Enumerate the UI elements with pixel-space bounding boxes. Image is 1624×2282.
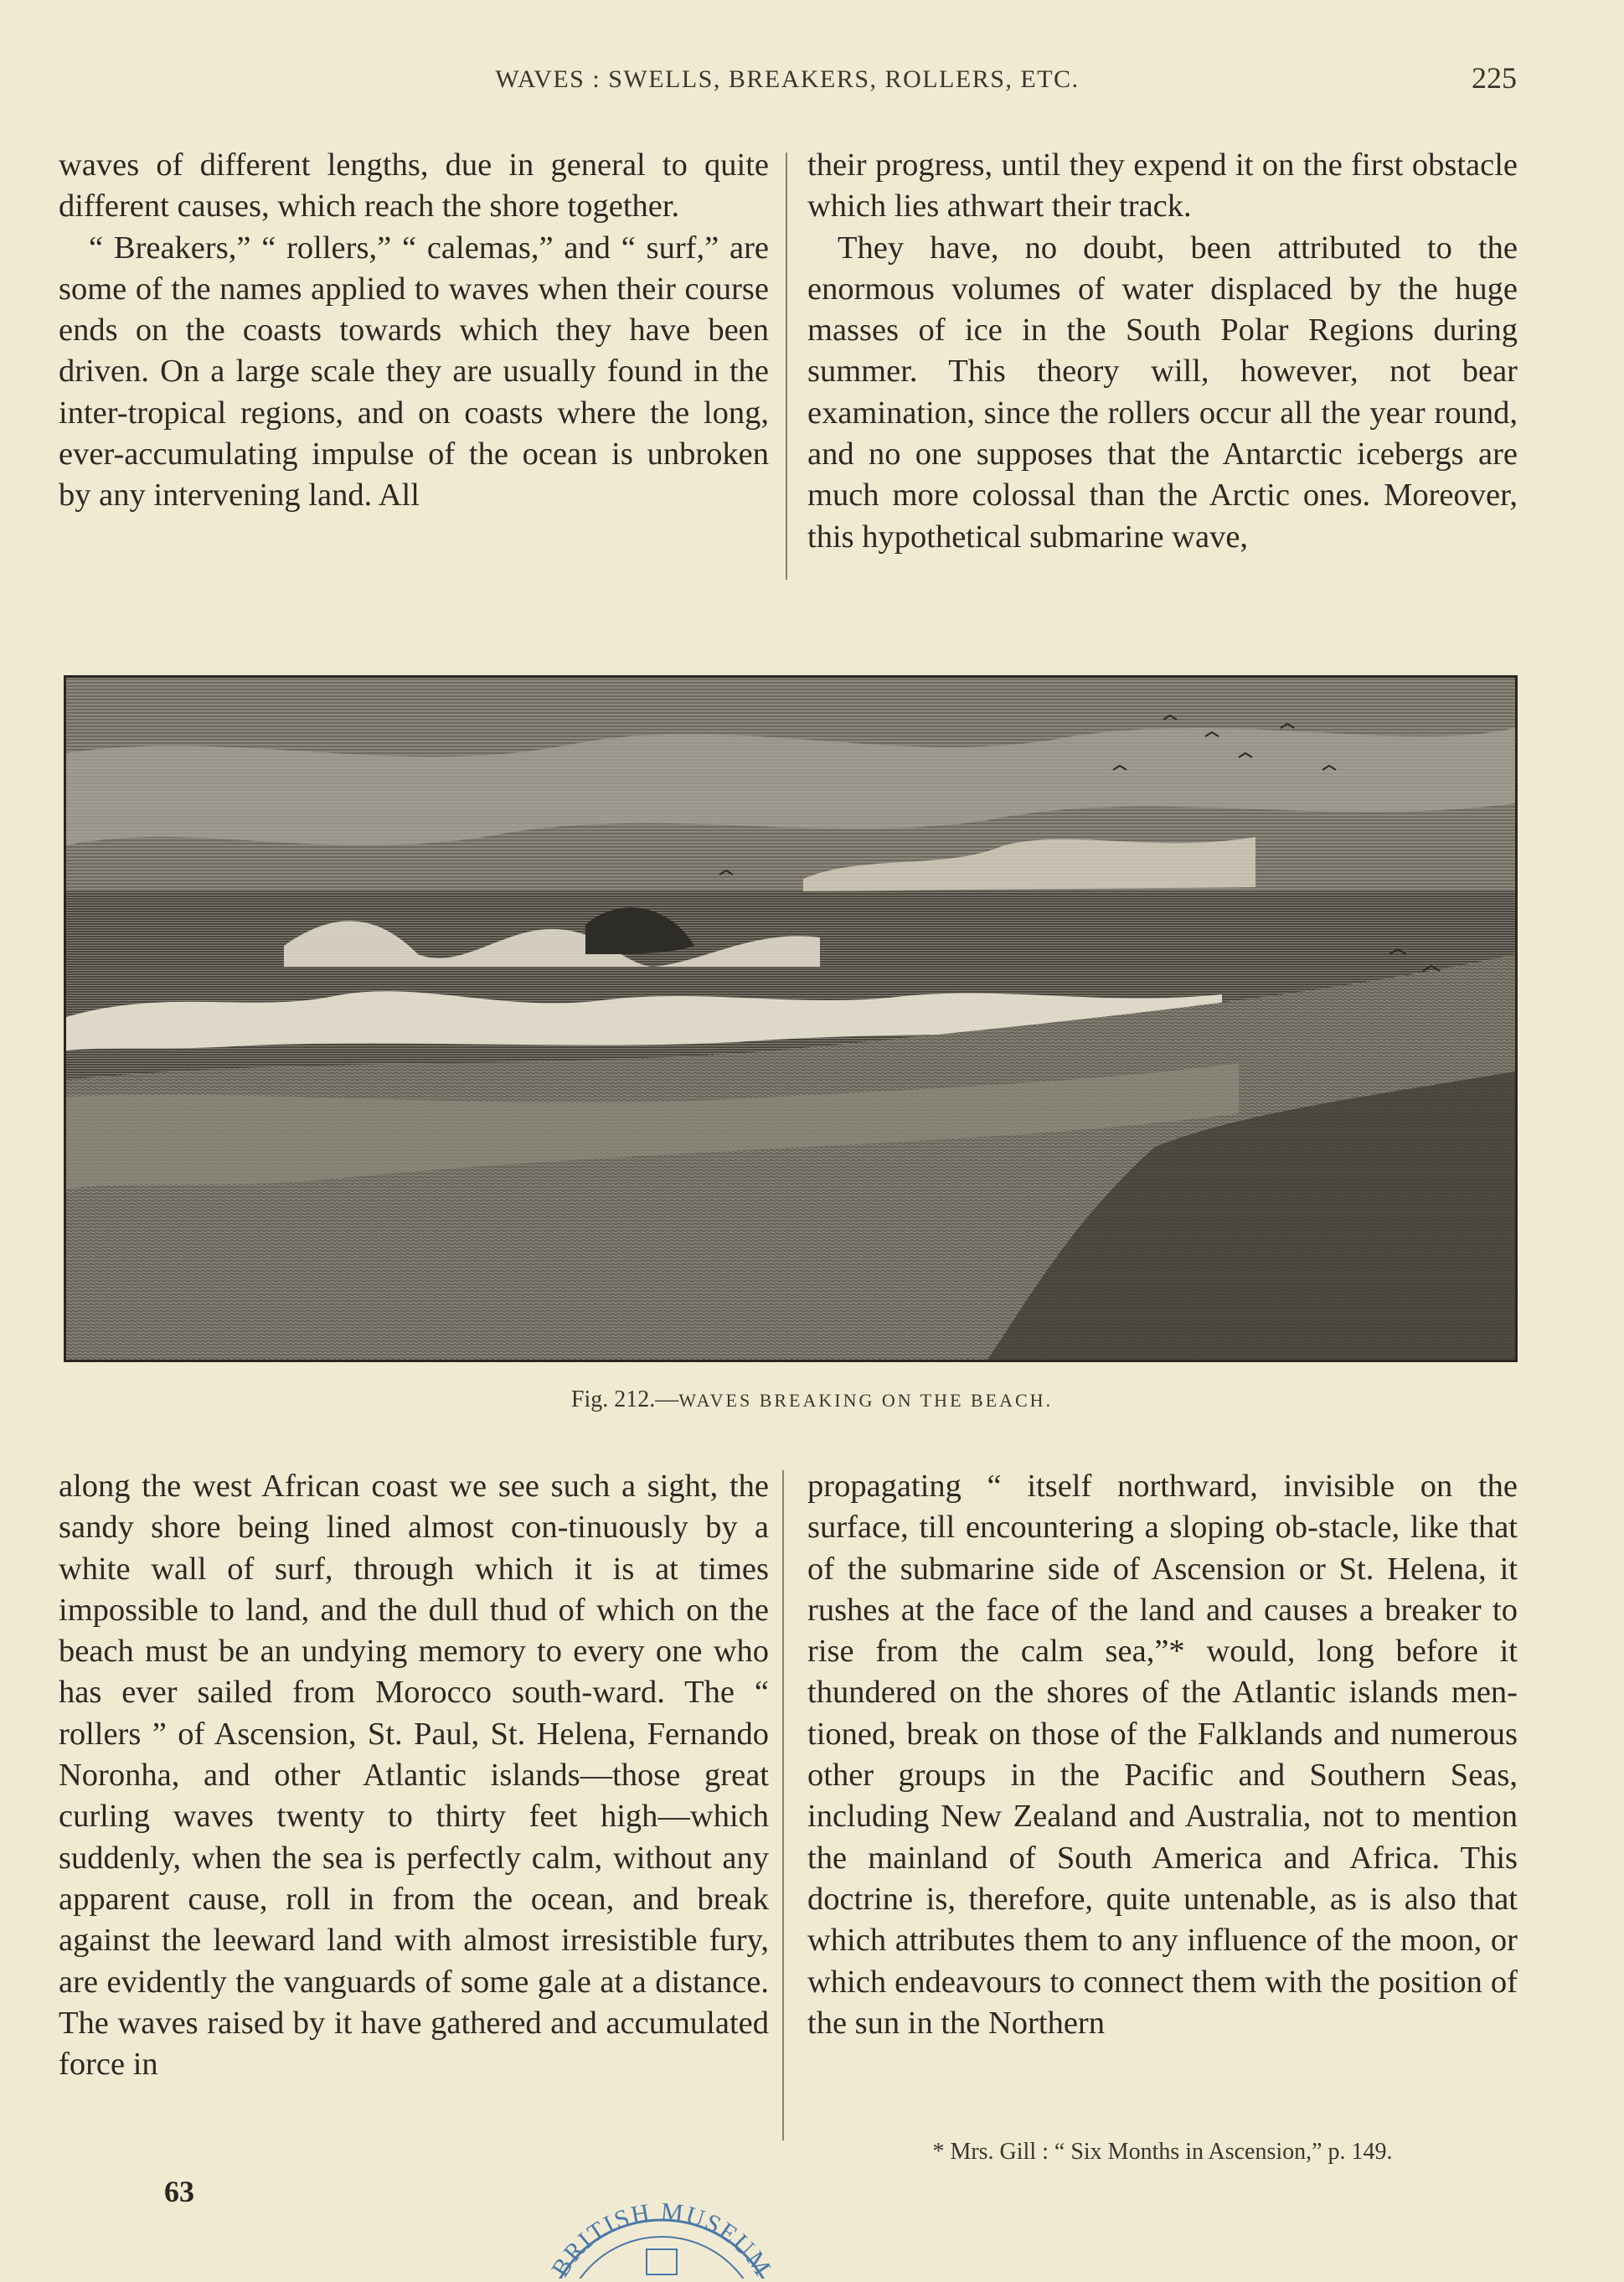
svg-text:BRITISH MUSEUM: BRITISH MUSEUM xyxy=(546,2203,777,2279)
beach-waves-illustration xyxy=(66,678,1515,1360)
figure-engraving xyxy=(64,675,1518,1362)
paragraph: their progress, until they expend it on the first obstacle which lies athwart their track. xyxy=(807,147,1518,225)
stamp-seal-icon xyxy=(536,2203,787,2279)
column-top-right xyxy=(807,145,1518,558)
column-bottom-left xyxy=(59,1466,769,2085)
column-top-left xyxy=(59,145,769,517)
figure-number: Fig. 212.— xyxy=(570,1386,679,1412)
figure-caption xyxy=(0,1386,1624,1413)
paragraph: “ Breakers,” “ rollers,” “ calemas,” and “ surf,” are some of the names applied to waves when their course ends on the coasts towards which they have been driven. On a large scale they are usually found in the inter-tropical regions, and on coasts where the long, ever-accumulating impulse of the ocean is unbroken by any intervening land. All xyxy=(59,230,769,514)
paragraph: propagating “ itself northward, invisible on the surface, till encountering a sloping ob-stacle, like that of the submarine side of Ascension or St. Helena, it rushes at the face of the land and causes a breaker to rise from the calm sea,”* would, long before it thundered on the shores of the Atlantic islands men-tioned, break on those of the Falklands and numerous other groups in the Pacific and Southern Seas, including New Zealand and Australia, not to mention the mainland of South America and Africa. This doctrine is, therefore, quite untenable, as is also that which attributes them to any influence of the moon, or which endeavours to connect them with the position of the sun in the Northern xyxy=(807,1469,1518,2041)
column-rule-top xyxy=(786,152,787,580)
paragraph: along the west African coast we see such a sight, the sandy shore being lined almost con-tinuously by a white wall of surf, through which it is at times impossible to land, and the dull thud of which on the beach must be an undying memory to every one who has ever sailed from Morocco south-ward. The “ rollers ” of Ascension, St. Paul, St. Helena, Fernando Noronha, and other Atlantic islands—those great curling waves twenty to thirty feet high—which suddenly, when the sea is perfectly calm, without any apparent cause, roll in from the ocean, and break against the leeward land with almost irresistible fury, are evidently the vanguards of some gale at a distance. The waves raised by it have gathered and accumulated force in xyxy=(59,1469,769,2083)
footnote: * Mrs. Gill : “ Six Months in Ascension,” p. 149. xyxy=(932,2139,1393,2165)
column-bottom-right xyxy=(807,1466,1518,2044)
paragraph: They have, no doubt, been attributed to the enormous volumes of water displaced by the huge masses of ice in the South Polar Regions during summer. This theory will, however, not bear examination, since the rollers occur all the year round, and no one supposes that the Antarctic icebergs are much more colossal than the Arctic ones. Moreover, this hypothetical submarine wave, xyxy=(807,230,1518,555)
figure-title: WAVES BREAKING ON THE BEACH. xyxy=(678,1390,1054,1411)
paragraph: waves of different lengths, due in general to quite different causes, which reach the shore together. xyxy=(59,147,769,225)
signature-mark: 63 xyxy=(164,2175,194,2208)
column-rule-bottom xyxy=(782,1470,784,2140)
running-head: WAVES : SWELLS, BREAKERS, ROLLERS, ETC. xyxy=(495,65,1080,93)
page-number: 225 xyxy=(1472,61,1517,95)
library-stamp xyxy=(536,2203,787,2282)
